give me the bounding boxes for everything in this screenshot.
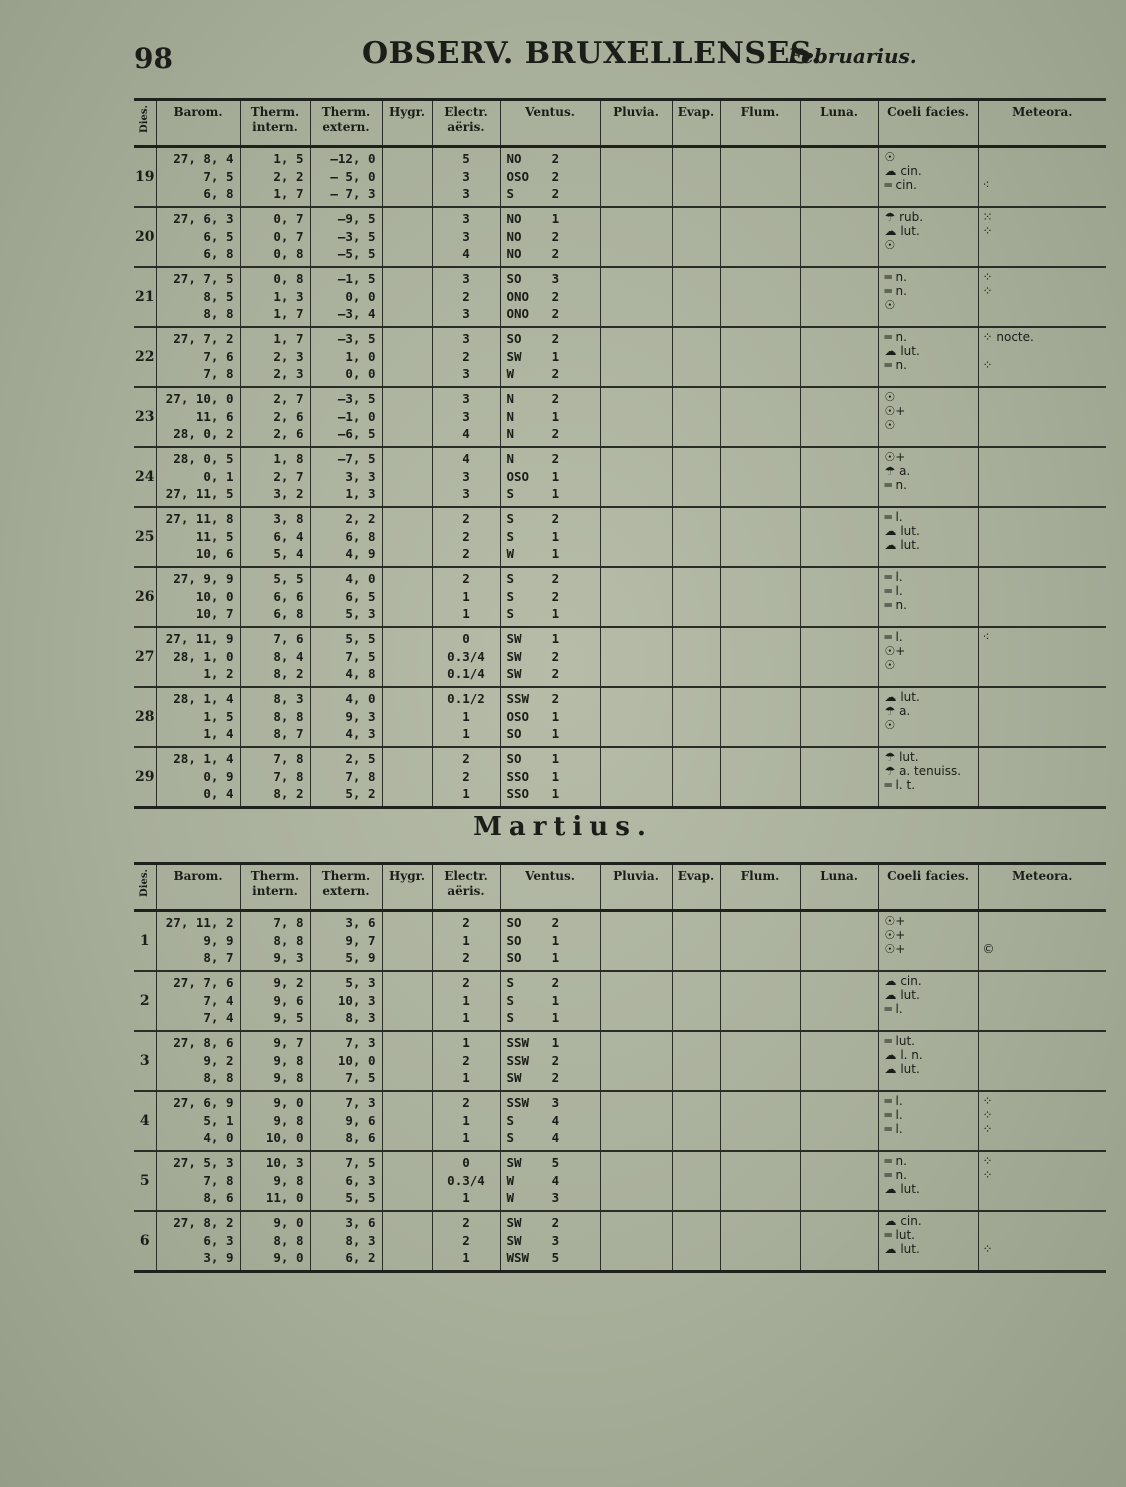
coeli-cell: ☉ ☉+ ☉ (878, 387, 978, 447)
therm-intern-cell: 1, 5 2, 2 1, 7 (240, 147, 310, 208)
evap-cell (672, 567, 720, 627)
ventus-cell: SW 2 SW 3 WSW 5 (500, 1211, 600, 1272)
therm-extern-cell: 5, 3 10, 3 8, 3 (310, 971, 382, 1031)
electr-cell: 2 2 1 (432, 747, 500, 808)
meteora-cell: © (978, 911, 1106, 972)
luna-cell (800, 267, 878, 327)
hygr-cell (382, 447, 432, 507)
therm-intern-cell: 8, 3 8, 8 8, 7 (240, 687, 310, 747)
evap-cell (672, 267, 720, 327)
evap-cell (672, 207, 720, 267)
therm-extern-cell: 7, 3 9, 6 8, 6 (310, 1091, 382, 1151)
electr-cell: 4 3 3 (432, 447, 500, 507)
pluvia-cell (600, 1091, 672, 1151)
luna-cell (800, 687, 878, 747)
meteora-cell: ⁖ (978, 627, 1106, 687)
col-coeli: Coeli facies. (878, 864, 978, 911)
pluvia-cell (600, 387, 672, 447)
evap-cell (672, 147, 720, 208)
table-row (134, 567, 1106, 627)
day-cell: 19 (134, 147, 156, 208)
col-pluvia: Pluvia. (600, 100, 672, 147)
ventus-cell: SO 2 SO 1 SO 1 (500, 911, 600, 972)
coeli-cell: ═ l. ═ l. ═ l. (878, 1091, 978, 1151)
electr-cell: 2 1 2 (432, 911, 500, 972)
therm-intern-cell: 0, 7 0, 7 0, 8 (240, 207, 310, 267)
col-luna: Luna. (800, 864, 878, 911)
coeli-cell: ☉+ ☂ a. ═ n. (878, 447, 978, 507)
luna-cell (800, 327, 878, 387)
ventus-cell: N 2 OSO 1 S 1 (500, 447, 600, 507)
pluvia-cell (600, 627, 672, 687)
therm-extern-cell: 3, 6 9, 7 5, 9 (310, 911, 382, 972)
running-month: Februarius. (788, 44, 917, 68)
luna-cell (800, 1211, 878, 1272)
evap-cell (672, 747, 720, 808)
therm-extern-cell: —3, 5 —1, 0 —6, 5 (310, 387, 382, 447)
table-row (134, 971, 1106, 1031)
therm-extern-cell: 2, 2 6, 8 4, 9 (310, 507, 382, 567)
electr-cell: 3 2 3 (432, 327, 500, 387)
day-cell: 22 (134, 327, 156, 387)
meteora-cell (978, 447, 1106, 507)
pluvia-cell (600, 447, 672, 507)
electr-cell: 3 3 4 (432, 387, 500, 447)
coeli-cell: ═ n. ═ n. ☉ (878, 267, 978, 327)
electr-cell: 1 2 1 (432, 1031, 500, 1091)
table-row (134, 207, 1106, 267)
meteora-cell: ⁙ ⁘ (978, 207, 1106, 267)
therm-extern-cell: 4, 0 6, 5 5, 3 (310, 567, 382, 627)
barom-cell: 27, 5, 3 7, 8 8, 6 (156, 1151, 240, 1211)
col-luna: Luna. (800, 100, 878, 147)
pluvia-cell (600, 911, 672, 972)
day-cell: 5 (134, 1151, 156, 1211)
flum-cell (720, 687, 800, 747)
table-row (134, 747, 1106, 808)
electr-cell: 5 3 3 (432, 147, 500, 208)
barom-cell: 27, 7, 2 7, 6 7, 8 (156, 327, 240, 387)
hygr-cell (382, 1211, 432, 1272)
evap-cell (672, 1091, 720, 1151)
meteora-cell (978, 747, 1106, 808)
coeli-cell: ═ l. ═ l. ═ n. (878, 567, 978, 627)
ventus-cell: SO 1 SSO 1 SSO 1 (500, 747, 600, 808)
evap-cell (672, 687, 720, 747)
col-dies: Dies. (134, 100, 156, 147)
col-therm-extern: Therm. extern. (310, 100, 382, 147)
electr-cell: 2 1 1 (432, 567, 500, 627)
col-flum: Flum. (720, 864, 800, 911)
electr-cell: 0 0.3/4 0.1/4 (432, 627, 500, 687)
flum-cell (720, 1211, 800, 1272)
flum-cell (720, 447, 800, 507)
ventus-cell: S 2 S 1 S 1 (500, 971, 600, 1031)
barom-cell: 27, 6, 3 6, 5 6, 8 (156, 207, 240, 267)
table-row (134, 1211, 1106, 1272)
flum-cell (720, 911, 800, 972)
electr-cell: 3 3 4 (432, 207, 500, 267)
flum-cell (720, 207, 800, 267)
ventus-cell: SSW 1 SSW 2 SW 2 (500, 1031, 600, 1091)
luna-cell (800, 747, 878, 808)
table-row (134, 267, 1106, 327)
col-electr: Electr. aëris. (432, 100, 500, 147)
therm-intern-cell: 7, 6 8, 4 8, 2 (240, 627, 310, 687)
pluvia-cell (600, 747, 672, 808)
col-evap: Evap. (672, 864, 720, 911)
electr-cell: 2 1 1 (432, 971, 500, 1031)
luna-cell (800, 567, 878, 627)
day-cell: 21 (134, 267, 156, 327)
ventus-cell: S 2 S 1 W 1 (500, 507, 600, 567)
luna-cell (800, 911, 878, 972)
hygr-cell (382, 1091, 432, 1151)
electr-cell: 0 0.3/4 1 (432, 1151, 500, 1211)
pluvia-cell (600, 971, 672, 1031)
col-hygr: Hygr. (382, 100, 432, 147)
barom-cell: 27, 7, 5 8, 5 8, 8 (156, 267, 240, 327)
day-cell: 6 (134, 1211, 156, 1272)
therm-extern-cell: —12, 0 — 5, 0 — 7, 3 (310, 147, 382, 208)
luna-cell (800, 1151, 878, 1211)
barom-cell: 27, 11, 2 9, 9 8, 7 (156, 911, 240, 972)
flum-cell (720, 567, 800, 627)
day-cell: 1 (134, 911, 156, 972)
day-cell: 29 (134, 747, 156, 808)
col-barom: Barom. (156, 100, 240, 147)
col-electr: Electr. aëris. (432, 864, 500, 911)
therm-intern-cell: 1, 7 2, 3 2, 3 (240, 327, 310, 387)
pluvia-cell (600, 207, 672, 267)
table-row (134, 687, 1106, 747)
coeli-cell: ═ n. ═ n. ☁ lut. (878, 1151, 978, 1211)
coeli-cell: ☁ cin. ═ lut. ☁ lut. (878, 1211, 978, 1272)
hygr-cell (382, 567, 432, 627)
evap-cell (672, 447, 720, 507)
therm-extern-cell: —1, 5 0, 0 —3, 4 (310, 267, 382, 327)
flum-cell (720, 507, 800, 567)
barom-cell: 27, 10, 0 11, 6 28, 0, 2 (156, 387, 240, 447)
col-ventus: Ventus. (500, 864, 600, 911)
table-row (134, 627, 1106, 687)
day-cell: 24 (134, 447, 156, 507)
day-cell: 25 (134, 507, 156, 567)
pluvia-cell (600, 567, 672, 627)
barom-cell: 27, 8, 2 6, 3 3, 9 (156, 1211, 240, 1272)
therm-intern-cell: 2, 7 2, 6 2, 6 (240, 387, 310, 447)
section-title-martius: Martius. (473, 812, 653, 842)
coeli-cell: ═ l. ☁ lut. ☁ lut. (878, 507, 978, 567)
barom-cell: 27, 6, 9 5, 1 4, 0 (156, 1091, 240, 1151)
pluvia-cell (600, 327, 672, 387)
table-row (134, 911, 1106, 972)
col-meteora: Meteora. (978, 864, 1106, 911)
hygr-cell (382, 267, 432, 327)
barom-cell: 28, 1, 4 0, 9 0, 4 (156, 747, 240, 808)
running-title: OBSERV. BRUXELLENSES. (362, 36, 822, 71)
table-row (134, 147, 1106, 208)
therm-intern-cell: 9, 0 9, 8 10, 0 (240, 1091, 310, 1151)
therm-intern-cell: 10, 3 9, 8 11, 0 (240, 1151, 310, 1211)
pluvia-cell (600, 267, 672, 327)
electr-cell: 2 1 1 (432, 1091, 500, 1151)
electr-cell: 0.1/2 1 1 (432, 687, 500, 747)
flum-cell (720, 1091, 800, 1151)
meteora-cell (978, 687, 1106, 747)
col-flum: Flum. (720, 100, 800, 147)
hygr-cell (382, 147, 432, 208)
col-barom: Barom. (156, 864, 240, 911)
coeli-cell: ═ l. ☉+ ☉ (878, 627, 978, 687)
day-cell: 28 (134, 687, 156, 747)
therm-intern-cell: 9, 2 9, 6 9, 5 (240, 971, 310, 1031)
ventus-cell: S 2 S 2 S 1 (500, 567, 600, 627)
luna-cell (800, 627, 878, 687)
pluvia-cell (600, 1031, 672, 1091)
luna-cell (800, 971, 878, 1031)
col-ventus: Ventus. (500, 100, 600, 147)
hygr-cell (382, 507, 432, 567)
ventus-cell: NO 1 NO 2 NO 2 (500, 207, 600, 267)
therm-extern-cell: —3, 5 1, 0 0, 0 (310, 327, 382, 387)
pluvia-cell (600, 1211, 672, 1272)
table-row (134, 1091, 1106, 1151)
day-cell: 26 (134, 567, 156, 627)
meteora-cell: ⁘ (978, 1211, 1106, 1272)
therm-extern-cell: 5, 5 7, 5 4, 8 (310, 627, 382, 687)
day-cell: 2 (134, 971, 156, 1031)
col-dies: Dies. (134, 864, 156, 911)
luna-cell (800, 207, 878, 267)
table-row (134, 1151, 1106, 1211)
table-row (134, 327, 1106, 387)
luna-cell (800, 1031, 878, 1091)
flum-cell (720, 1151, 800, 1211)
luna-cell (800, 507, 878, 567)
ventus-cell: N 2 N 1 N 2 (500, 387, 600, 447)
hygr-cell (382, 627, 432, 687)
coeli-cell: ☂ rub. ☁ lut. ☉ (878, 207, 978, 267)
barom-cell: 27, 9, 9 10, 0 10, 7 (156, 567, 240, 627)
meteora-cell (978, 387, 1106, 447)
flum-cell (720, 627, 800, 687)
hygr-cell (382, 327, 432, 387)
therm-intern-cell: 7, 8 7, 8 8, 2 (240, 747, 310, 808)
day-cell: 4 (134, 1091, 156, 1151)
therm-intern-cell: 5, 5 6, 6 6, 8 (240, 567, 310, 627)
hygr-cell (382, 911, 432, 972)
electr-cell: 2 2 1 (432, 1211, 500, 1272)
meteora-cell: ⁘ ⁘ ⁘ (978, 1091, 1106, 1151)
col-therm-extern: Therm. extern. (310, 864, 382, 911)
flum-cell (720, 971, 800, 1031)
ventus-cell: SSW 3 S 4 S 4 (500, 1091, 600, 1151)
evap-cell (672, 971, 720, 1031)
barom-cell: 28, 0, 5 0, 1 27, 11, 5 (156, 447, 240, 507)
barom-cell: 27, 8, 4 7, 5 6, 8 (156, 147, 240, 208)
coeli-cell: ☁ lut. ☂ a. ☉ (878, 687, 978, 747)
day-cell: 20 (134, 207, 156, 267)
flum-cell (720, 747, 800, 808)
evap-cell (672, 327, 720, 387)
barom-cell: 27, 7, 6 7, 4 7, 4 (156, 971, 240, 1031)
col-evap: Evap. (672, 100, 720, 147)
therm-intern-cell: 1, 8 2, 7 3, 2 (240, 447, 310, 507)
evap-cell (672, 507, 720, 567)
flum-cell (720, 387, 800, 447)
ventus-cell: SO 2 SW 1 W 2 (500, 327, 600, 387)
electr-cell: 3 2 3 (432, 267, 500, 327)
therm-extern-cell: 4, 0 9, 3 4, 3 (310, 687, 382, 747)
meteora-cell: ⁘ nocte. ⁘ (978, 327, 1106, 387)
ventus-cell: SW 5 W 4 W 3 (500, 1151, 600, 1211)
march-observations-table (134, 862, 1106, 1273)
pluvia-cell (600, 147, 672, 208)
coeli-cell: ═ n. ☁ lut. ═ n. (878, 327, 978, 387)
evap-cell (672, 1031, 720, 1091)
barom-cell: 27, 11, 9 28, 1, 0 1, 2 (156, 627, 240, 687)
coeli-cell: ☉ ☁ cin. ═ cin. (878, 147, 978, 208)
coeli-cell: ☉+ ☉+ ☉+ (878, 911, 978, 972)
day-cell: 23 (134, 387, 156, 447)
therm-intern-cell: 3, 8 6, 4 5, 4 (240, 507, 310, 567)
therm-intern-cell: 9, 7 9, 8 9, 8 (240, 1031, 310, 1091)
ventus-cell: NO 2 OSO 2 S 2 (500, 147, 600, 208)
luna-cell (800, 147, 878, 208)
hygr-cell (382, 1151, 432, 1211)
electr-cell: 2 2 2 (432, 507, 500, 567)
flum-cell (720, 267, 800, 327)
hygr-cell (382, 747, 432, 808)
february-observations-table (134, 98, 1106, 809)
meteora-cell (978, 971, 1106, 1031)
meteora-cell: ⁖ (978, 147, 1106, 208)
hygr-cell (382, 1031, 432, 1091)
therm-intern-cell: 9, 0 8, 8 9, 0 (240, 1211, 310, 1272)
meteora-cell: ⁘ ⁘ (978, 1151, 1106, 1211)
ventus-cell: SSW 2 OSO 1 SO 1 (500, 687, 600, 747)
page-header (130, 36, 1110, 80)
luna-cell (800, 387, 878, 447)
col-hygr: Hygr. (382, 864, 432, 911)
meteora-cell (978, 567, 1106, 627)
therm-extern-cell: —7, 5 3, 3 1, 3 (310, 447, 382, 507)
table-header-row (134, 864, 1106, 911)
evap-cell (672, 911, 720, 972)
therm-extern-cell: —9, 5 —3, 5 —5, 5 (310, 207, 382, 267)
barom-cell: 27, 11, 8 11, 5 10, 6 (156, 507, 240, 567)
col-therm-intern: Therm. intern. (240, 100, 310, 147)
day-cell: 3 (134, 1031, 156, 1091)
table-row (134, 387, 1106, 447)
hygr-cell (382, 971, 432, 1031)
barom-cell: 27, 8, 6 9, 2 8, 8 (156, 1031, 240, 1091)
luna-cell (800, 1091, 878, 1151)
table-row (134, 447, 1106, 507)
col-therm-intern: Therm. intern. (240, 864, 310, 911)
therm-extern-cell: 3, 6 8, 3 6, 2 (310, 1211, 382, 1272)
therm-intern-cell: 0, 8 1, 3 1, 7 (240, 267, 310, 327)
table-row (134, 507, 1106, 567)
therm-extern-cell: 2, 5 7, 8 5, 2 (310, 747, 382, 808)
table-row (134, 1031, 1106, 1091)
hygr-cell (382, 207, 432, 267)
therm-intern-cell: 7, 8 8, 8 9, 3 (240, 911, 310, 972)
table-header-row (134, 100, 1106, 147)
coeli-cell: ☁ cin. ☁ lut. ═ l. (878, 971, 978, 1031)
evap-cell (672, 627, 720, 687)
meteora-cell (978, 507, 1106, 567)
hygr-cell (382, 387, 432, 447)
ventus-cell: SW 1 SW 2 SW 2 (500, 627, 600, 687)
pluvia-cell (600, 1151, 672, 1211)
evap-cell (672, 387, 720, 447)
barom-cell: 28, 1, 4 1, 5 1, 4 (156, 687, 240, 747)
evap-cell (672, 1151, 720, 1211)
pluvia-cell (600, 507, 672, 567)
col-coeli: Coeli facies. (878, 100, 978, 147)
col-meteora: Meteora. (978, 100, 1106, 147)
flum-cell (720, 147, 800, 208)
coeli-cell: ═ lut. ☁ l. n. ☁ lut. (878, 1031, 978, 1091)
pluvia-cell (600, 687, 672, 747)
col-pluvia: Pluvia. (600, 864, 672, 911)
luna-cell (800, 447, 878, 507)
flum-cell (720, 1031, 800, 1091)
page-number: 98 (134, 42, 173, 75)
therm-extern-cell: 7, 5 6, 3 5, 5 (310, 1151, 382, 1211)
therm-extern-cell: 7, 3 10, 0 7, 5 (310, 1031, 382, 1091)
evap-cell (672, 1211, 720, 1272)
meteora-cell: ⁘ ⁘ (978, 267, 1106, 327)
flum-cell (720, 327, 800, 387)
ventus-cell: SO 3 ONO 2 ONO 2 (500, 267, 600, 327)
meteora-cell (978, 1031, 1106, 1091)
coeli-cell: ☂ lut. ☂ a. tenuiss. ═ l. t. (878, 747, 978, 808)
day-cell: 27 (134, 627, 156, 687)
hygr-cell (382, 687, 432, 747)
